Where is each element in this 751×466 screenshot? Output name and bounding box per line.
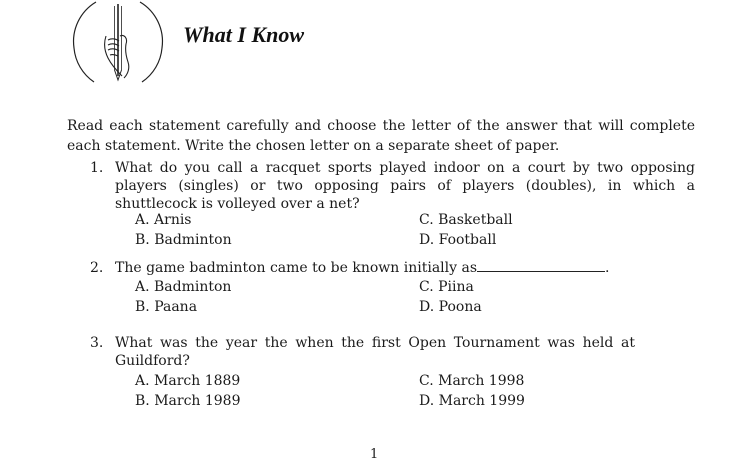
instructions: Read each statement carefully and choose the letter of the answer that will complete each statement. Write the chosen letter on a separate sheet of paper. [67,118,695,154]
option-d: D. Poona [419,299,482,315]
pencil-hand-icon [68,0,168,84]
question-suffix: . [605,260,610,276]
question-number: 3. [90,335,104,351]
option-c: C. March 1998 [419,373,525,389]
option-b: B. March 1989 [135,393,241,409]
option-c: C. Piina [419,279,474,295]
answer-blank [477,259,605,272]
option-d: D. Football [419,232,497,248]
question-number: 2. [90,260,104,276]
question-text [115,259,695,277]
option-b: B. Badminton [135,232,232,248]
option-d: D. March 1999 [419,393,525,409]
question-stem: The game badminton came to be known initially as [115,260,478,276]
option-b: B. Paana [135,299,198,315]
option-a: A. March 1889 [135,373,241,389]
question-number: 1. [90,160,104,176]
page-title: What I Know [183,22,305,47]
option-a: A. Arnis [135,212,192,228]
question-text: What was the year the when the first Open Tournament was held at Guildford? [115,335,635,369]
option-a: A. Badminton [135,279,232,295]
question-text: What do you call a racquet sports played indoor on a court by two opposing players (singles) or two opposing pairs of players (doubles), in which a shuttlecock is volleyed over a net? [115,160,695,212]
page-number: 1 [370,447,379,462]
option-c: C. Basketball [419,212,513,228]
